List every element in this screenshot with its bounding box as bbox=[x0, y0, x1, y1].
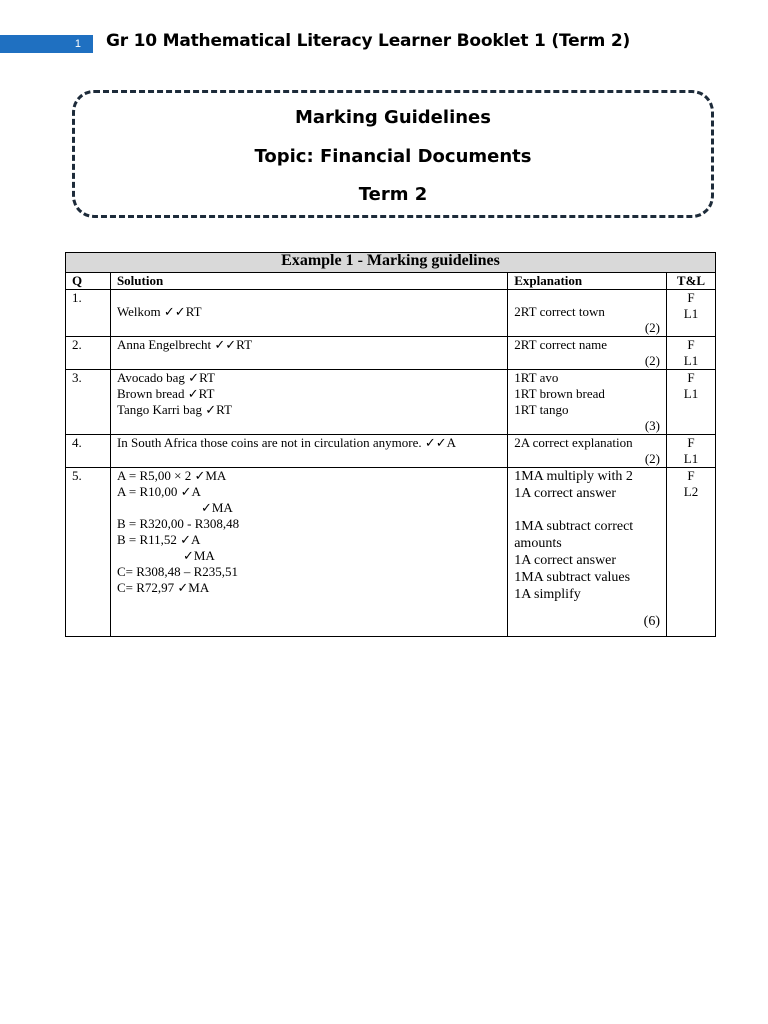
box-heading: Marking Guidelines bbox=[295, 107, 491, 128]
col-header-solution: Solution bbox=[110, 273, 507, 290]
question-number: 4. bbox=[66, 435, 111, 468]
solution-line: Tango Karri bag ✓RT bbox=[116, 402, 232, 417]
tl-type: F bbox=[687, 337, 695, 352]
col-header-tl: T&L bbox=[667, 273, 716, 290]
tl-type: F bbox=[687, 290, 695, 305]
explanation-line: 1A correct answer bbox=[514, 486, 617, 501]
table-row bbox=[66, 468, 716, 637]
question-number: 3. bbox=[66, 370, 111, 435]
explanation-line: 1A correct answer bbox=[514, 553, 617, 568]
solution-line: ✓MA bbox=[182, 548, 215, 563]
marks: (3) bbox=[644, 418, 660, 433]
marks: (2) bbox=[644, 353, 660, 368]
page-number-bar bbox=[0, 35, 93, 53]
marks: (6) bbox=[643, 614, 660, 629]
tl-type: F bbox=[687, 468, 695, 483]
question-number: 1. bbox=[66, 290, 111, 337]
solution-line: In South Africa those coins are not in circulation anymore. ✓✓A bbox=[116, 435, 457, 450]
solution-line: Anna Engelbrecht ✓✓RT bbox=[116, 337, 253, 352]
solution-cell bbox=[110, 290, 507, 337]
tl-level: L1 bbox=[683, 451, 699, 466]
tl-cell bbox=[667, 337, 716, 370]
question-number: 5. bbox=[66, 468, 111, 637]
solution-line: A = R10,00 ✓A bbox=[116, 484, 201, 499]
solution-cell bbox=[110, 370, 507, 435]
explanation-cell bbox=[508, 435, 667, 468]
box-term: Term 2 bbox=[358, 184, 428, 205]
explanation-line: 1A simplify bbox=[514, 587, 581, 602]
explanation-line: 2RT correct name bbox=[514, 337, 608, 352]
explanation-cell bbox=[508, 290, 667, 337]
explanation-line: 1RT avo bbox=[514, 370, 559, 385]
explanation-line: 1RT tango bbox=[514, 402, 569, 417]
explanation-line: 2RT correct town bbox=[514, 304, 605, 319]
explanation-cell bbox=[508, 337, 667, 370]
solution-line: C= R72,97 ✓MA bbox=[116, 580, 210, 595]
solution-line: Brown bread ✓RT bbox=[116, 386, 215, 401]
tl-cell bbox=[667, 435, 716, 468]
topic-box bbox=[72, 90, 714, 218]
explanation-line: 1MA subtract values bbox=[514, 570, 631, 585]
marks: (2) bbox=[644, 451, 660, 466]
tl-level: L1 bbox=[683, 386, 699, 401]
table-title: Example 1 - Marking guidelines bbox=[66, 253, 716, 273]
table-row bbox=[66, 290, 716, 337]
page-number: 1 bbox=[74, 38, 81, 50]
solution-cell bbox=[110, 435, 507, 468]
solution-line: C= R308,48 – R235,51 bbox=[116, 564, 239, 579]
solution-line: Welkom ✓✓RT bbox=[116, 304, 202, 319]
booklet-title: Gr 10 Mathematical Literacy Learner Booklet 1 (Term 2) bbox=[106, 31, 631, 51]
solution-cell bbox=[110, 468, 507, 637]
tl-type: F bbox=[687, 370, 695, 385]
tl-cell bbox=[667, 370, 716, 435]
tl-level: L2 bbox=[683, 484, 699, 499]
tl-cell bbox=[667, 468, 716, 637]
table-row bbox=[66, 370, 716, 435]
tl-level: L1 bbox=[683, 306, 699, 321]
table-row bbox=[66, 337, 716, 370]
explanation-cell bbox=[508, 468, 667, 637]
explanation-line: 1MA multiply with 2 bbox=[514, 469, 633, 484]
col-header-q: Q bbox=[66, 273, 111, 290]
table-row bbox=[66, 435, 716, 468]
solution-line: B = R11,52 ✓A bbox=[116, 532, 201, 547]
solution-line: B = R320,00 - R308,48 bbox=[116, 516, 240, 531]
explanation-line: 1MA subtract correct amounts bbox=[514, 519, 634, 551]
solution-line: ✓MA bbox=[200, 500, 233, 515]
tl-cell bbox=[667, 290, 716, 337]
col-header-explanation: Explanation bbox=[508, 273, 667, 290]
tl-type: F bbox=[687, 435, 695, 450]
question-number: 2. bbox=[66, 337, 111, 370]
solution-cell bbox=[110, 337, 507, 370]
box-topic: Topic: Financial Documents bbox=[254, 146, 532, 167]
explanation-line: 2A correct explanation bbox=[514, 435, 633, 450]
explanation-cell bbox=[508, 370, 667, 435]
solution-line: A = R5,00 × 2 ✓MA bbox=[116, 468, 227, 483]
solution-line: Avocado bag ✓RT bbox=[116, 370, 215, 385]
marks: (2) bbox=[644, 320, 660, 335]
tl-level: L1 bbox=[683, 353, 699, 368]
marking-guidelines-table bbox=[65, 252, 716, 637]
explanation-line: 1RT brown bread bbox=[514, 386, 605, 401]
